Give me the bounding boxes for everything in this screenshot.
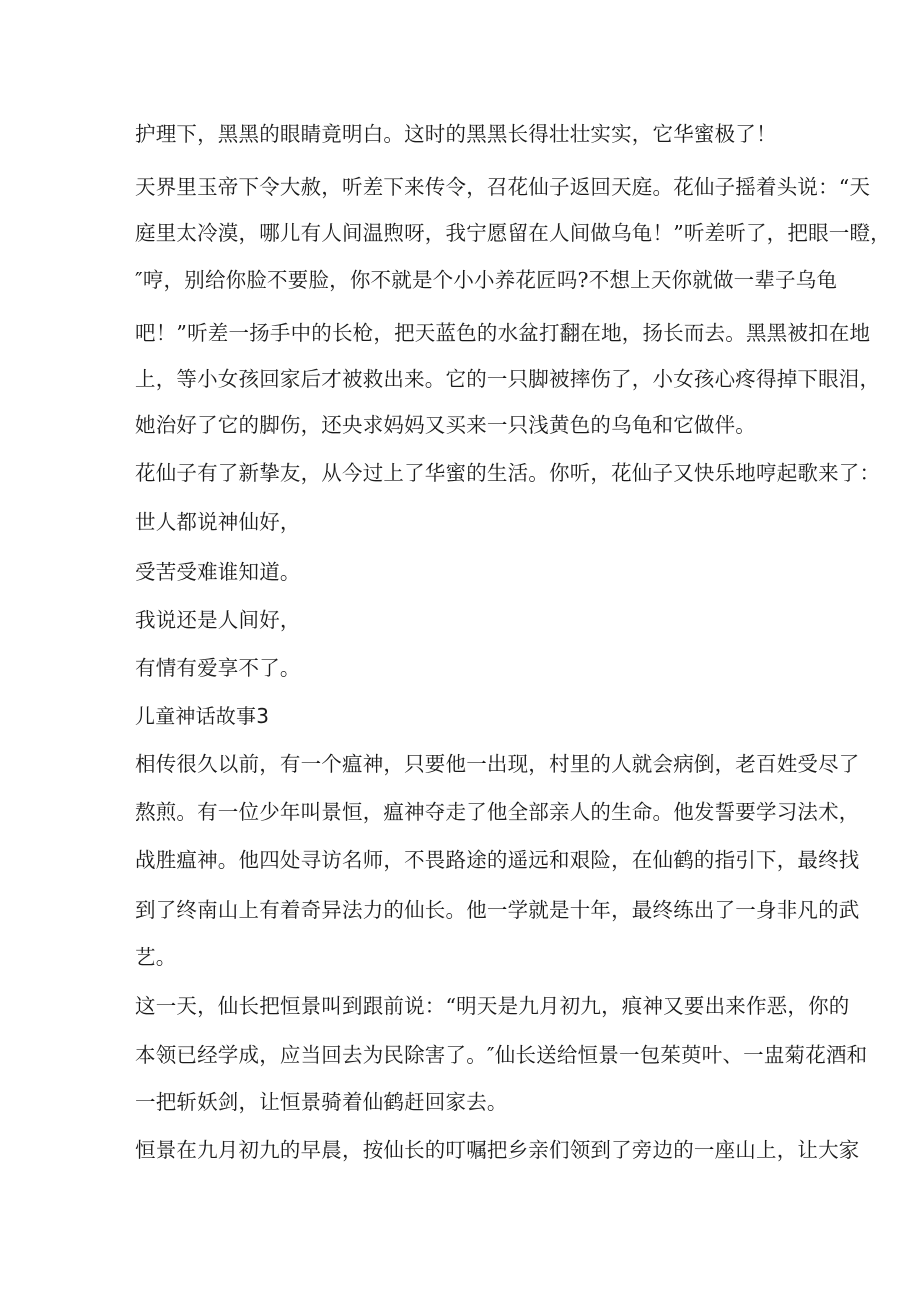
text-line-4: ″哼，别给你脸不要脸，你不就是个小小养花匠吗?不想上天你就做一辈子乌龟 xyxy=(135,268,838,292)
section-heading: 儿童神话故事3 xyxy=(135,704,270,728)
text-line-10: 熬煎。有一位少年叫景恒，瘟神夺走了他全部亲人的生命。他发誓要学习法术， xyxy=(135,800,860,824)
text-line-13: 艺。 xyxy=(135,945,177,969)
text-line-2: 天界里玉帝下令大赦，听差下来传令，召花仙子返回天庭。花仙子摇着头说：“天 xyxy=(135,175,871,199)
text-line-6: 上，等小女孩回家后才被救出来。它的一只脚被摔伤了，小女孩心疼得掉下眼泪， xyxy=(135,367,881,391)
text-line-5: 吧！”听差一扬手中的长枪，把天蓝色的水盆打翻在地，扬长而去。黑黑被扣在地 xyxy=(135,321,871,345)
text-line-15: 本领已经学成，应当回去为民除害了。″仙长送给恒景一包茱萸叶、一盅菊花酒和 xyxy=(135,1043,868,1067)
text-line-17: 恒景在九月初九的早晨，按仙长的叮嘱把乡亲们领到了旁边的一座山上，让大家 xyxy=(135,1138,860,1162)
text-line-1: 护理下，黑黑的眼睛竟明白。这时的黑黑长得壮壮实实，它华蜜极了！ xyxy=(135,122,777,146)
text-line-12: 到了终南山上有着奇异法力的仙长。他一学就是十年，最终练出了一身非凡的武 xyxy=(135,898,860,922)
text-line-8: 花仙子有了新挚友，从今过上了华蜜的生活。你听，花仙子又快乐地哼起歌来了： xyxy=(135,461,881,485)
text-line-14: 这一天，仙长把恒景叫到跟前说：“明天是九月初九，痕神又要出来作恶，你的 xyxy=(135,994,850,1018)
poem-line-1: 世人都说神仙好， xyxy=(135,510,301,534)
text-line-16: 一把斩妖剑，让恒景骑着仙鹤赶回家去。 xyxy=(135,1090,508,1114)
text-line-3: 庭里太冷漠，哪儿有人间温煦呀，我宁愿留在人间做乌龟！”听差听了，把眼一瞪， xyxy=(135,221,891,245)
poem-line-4: 有情有爱享不了。 xyxy=(135,656,301,680)
text-line-9: 相传很久以前，有一个瘟神，只要他一出现，村里的人就会病倒，老百姓受尽了 xyxy=(135,752,860,776)
poem-line-2: 受苦受难谁知道。 xyxy=(135,560,301,584)
poem-line-3: 我说还是人间好， xyxy=(135,608,301,632)
text-line-11: 战胜瘟神。他四处寻访名师，不畏路途的遥远和艰险，在仙鹤的指引下，最终找 xyxy=(135,848,860,872)
text-line-7: 她治好了它的脚伤，还央求妈妈又买来一只浅黄色的乌龟和它做伴。 xyxy=(135,413,756,437)
